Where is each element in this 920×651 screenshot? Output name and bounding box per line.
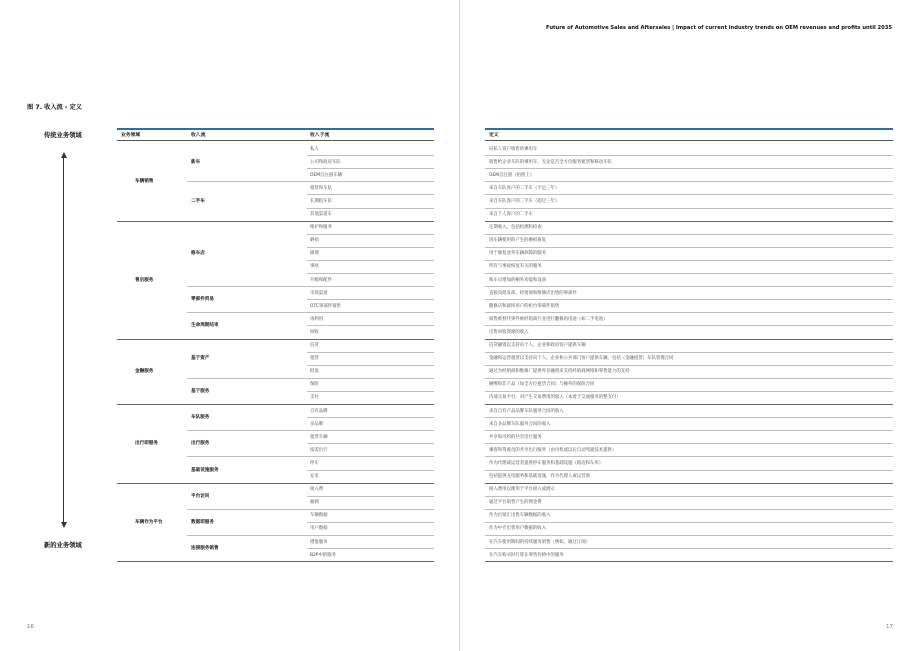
row-divider <box>485 352 893 353</box>
definition-cell: 共享和可约的共享出行服务 <box>489 434 542 440</box>
page-divider <box>459 0 460 651</box>
row-divider <box>485 483 893 484</box>
row-divider <box>485 404 893 405</box>
definition-cell: 所有与事故恢复有关的服务 <box>489 264 542 270</box>
header-substream: 收入子流 <box>310 133 330 138</box>
left-header-rule <box>117 140 434 141</box>
row-divider <box>485 378 893 379</box>
substream-cell: 维护和服务 <box>310 225 332 231</box>
stream-label: 车队服务 <box>191 415 210 421</box>
row-divider <box>485 430 893 431</box>
definition-cell: 随修店和最终用户的柜台零部件销售 <box>489 303 560 309</box>
substream-cell: 再利用 <box>310 316 324 322</box>
substream-cell: 事故 <box>310 264 319 270</box>
right-header-rule <box>485 140 893 141</box>
definition-cell: 来自个人客户的二手车 <box>489 212 533 217</box>
substream-cell: 租赁 <box>310 356 319 362</box>
definition-cell: 捆绑和非产品（如全方位租赁合同）与额外的保险合同 <box>489 382 595 388</box>
substream-cell: B2P中的服务 <box>310 552 337 558</box>
row-divider <box>485 365 893 366</box>
row-divider <box>485 208 893 209</box>
definition-cell: 作为中介出售用户数据的收入 <box>489 526 547 532</box>
row-divider <box>307 548 434 549</box>
row-divider <box>485 339 893 340</box>
row-divider <box>187 312 434 313</box>
page-number-left: 16 <box>27 624 34 630</box>
row-divider <box>485 286 893 287</box>
substream-cell: 信贷 <box>310 343 319 348</box>
row-divider <box>485 299 893 300</box>
row-divider <box>485 155 893 156</box>
left-table <box>117 128 434 560</box>
row-divider <box>485 561 893 562</box>
substream-cell: 其他渠道车 <box>310 212 332 217</box>
row-divider <box>485 470 893 471</box>
definition-cell: OEM自注册（拍照上） <box>489 172 535 178</box>
definition-cell: 作为代理或运营者提供停车服务和基础设施（路边和车库） <box>489 460 604 466</box>
row-divider <box>307 155 434 156</box>
definition-cell: 乘客和驾驶员的共享出行服务（由司机或以后自动驾驶技术提供） <box>489 447 617 453</box>
definition-cell: 金融和运营租赁以支持向个人、企业和公共部门客户提供车辆，包括（金融租赁）车队管理合同 <box>489 356 674 362</box>
substream-cell: 私人 <box>310 146 319 152</box>
definition-cell: 销售被替代零件被经销商行业进行翻修再用途（如二手电池） <box>489 316 608 322</box>
definition-cell: 来自自有产品品牌车队服务合同的收入 <box>489 408 564 414</box>
substream-cell: 车辆数据 <box>310 513 328 519</box>
substream-cell: 多品牌 <box>310 421 324 427</box>
substream-cell: 用户数据 <box>310 526 328 532</box>
domain-label: 售后服务 <box>135 277 154 283</box>
header-title: Future of Automotive Sales and Aftersales | Impact of current industry trends on OEM revenues and profits until 2035 <box>546 25 892 31</box>
substream-cell: 接入费 <box>310 487 324 493</box>
row-divider <box>485 325 893 326</box>
row-divider <box>485 391 893 392</box>
definition-cell: 在汽车购买时打算在零售价格中的服务 <box>489 552 564 558</box>
row-divider <box>485 417 893 418</box>
row-divider <box>485 181 893 182</box>
row-divider <box>485 456 893 457</box>
row-divider <box>485 260 893 261</box>
row-divider <box>307 260 434 261</box>
row-divider <box>485 247 893 248</box>
definition-cell: 来自车队客户的二手车（超过三年） <box>489 198 560 204</box>
row-divider <box>307 273 434 274</box>
substream-cell: 长期租车队 <box>310 198 332 204</box>
row-divider <box>307 365 434 366</box>
substream-cell: 租赁和车队 <box>310 185 332 191</box>
definition-cell: 向私人客户销售的乘用车 <box>489 146 538 152</box>
left-table-topbar <box>117 128 434 130</box>
row-divider <box>117 483 434 484</box>
domain-label: 车辆作为平台 <box>135 519 163 525</box>
row-divider <box>485 312 893 313</box>
definition-cell: 包括提供充电服务和基础设施，作为代理人或运营商 <box>489 474 590 479</box>
substream-cell: 修理 <box>310 251 319 257</box>
substream-cell: 停车 <box>310 460 319 466</box>
definition-cell: 因车辆使用的产生的磨损恢复 <box>489 238 547 244</box>
right-table <box>485 128 893 560</box>
substream-cell: 抽佣 <box>310 500 319 506</box>
row-divider <box>117 221 434 222</box>
row-divider <box>485 443 893 444</box>
row-divider <box>485 273 893 274</box>
definition-cell: 通过为经销商和维修厂提供库存融资来支持经销商网络和零售能力的支持 <box>489 369 630 375</box>
stream-label: 生命周期结束 <box>191 323 219 329</box>
row-divider <box>187 286 434 287</box>
row-divider <box>485 168 893 169</box>
header-stream: 收入流 <box>191 133 206 138</box>
substream-cell: 自有品牌 <box>310 408 328 414</box>
stream-label: 基础设施服务 <box>191 467 219 473</box>
row-divider <box>485 221 893 222</box>
stream-label: 二手车 <box>191 198 205 204</box>
definition-cell: 购车后增加的额外功能和设备 <box>489 277 547 283</box>
row-divider <box>307 417 434 418</box>
row-divider <box>187 430 434 431</box>
definition-cell: 信贷融资以支持向个人、企业和政府客户提供车辆 <box>489 343 586 348</box>
stream-label: 基于资产 <box>191 356 210 362</box>
new-business-label: 新的业务领域 <box>44 542 82 549</box>
row-divider <box>187 456 434 457</box>
row-divider <box>485 548 893 549</box>
stream-label: 新车 <box>191 159 201 165</box>
right-table-topbar <box>485 128 893 130</box>
stream-label: 零部件贸易 <box>191 297 214 303</box>
row-divider <box>187 509 434 510</box>
arrow-down-icon <box>61 522 67 528</box>
definition-cell: 接入费用以便用于平台接入或展示 <box>489 487 555 493</box>
definition-cell: 销售给企业车队的乘用车，无论是否全方位服务租赁和移动车队 <box>489 159 612 165</box>
substream-cell: 租赁车辆 <box>310 434 328 440</box>
definition-cell: 定期收入，包括检测和检查 <box>489 225 542 231</box>
row-divider <box>485 509 893 510</box>
row-divider <box>307 234 434 235</box>
row-divider <box>485 535 893 536</box>
definition-cell: 来自车队客户的二手车（不足三年） <box>489 185 560 191</box>
row-divider <box>307 352 434 353</box>
row-divider <box>307 247 434 248</box>
row-divider <box>307 208 434 209</box>
row-divider <box>307 194 434 195</box>
row-divider <box>307 470 434 471</box>
figure-title: 图 7. 收入流 - 定义 <box>27 104 82 111</box>
row-divider <box>485 234 893 235</box>
substream-cell: 保险 <box>310 382 319 388</box>
stream-label: 平台访问 <box>191 493 210 499</box>
traditional-business-label: 传统业务领域 <box>44 132 82 139</box>
substream-cell: 公司和政府车队 <box>310 159 341 165</box>
row-divider <box>307 325 434 326</box>
definition-cell: 来自多品牌车队服务合同的收入 <box>489 421 551 427</box>
substream-cell: 按需出行 <box>310 447 328 453</box>
header-definition: 定义 <box>489 133 499 138</box>
definition-cell: 作为出销汇出售车辆数据的收入 <box>489 513 551 519</box>
row-divider <box>307 391 434 392</box>
row-divider <box>485 522 893 523</box>
row-divider <box>307 443 434 444</box>
substream-cell: 增值服务 <box>310 539 328 545</box>
header-domain: 业务领域 <box>121 133 141 138</box>
row-divider <box>117 339 434 340</box>
definition-cell: 通过平台销售产生的佣金费 <box>489 500 542 506</box>
row-divider <box>187 181 434 182</box>
stream-label: 数据即服务 <box>191 519 214 525</box>
stream-label: 基于服务 <box>191 388 210 394</box>
substream-cell: 市场渠道 <box>310 290 328 296</box>
domain-label: 金融服务 <box>135 369 154 375</box>
row-divider <box>117 404 434 405</box>
substream-cell: 支付 <box>310 395 319 401</box>
substream-cell: OEM自注册车辆 <box>310 172 342 178</box>
definition-cell: 内部交易平台，对产生交易费用的收入（本着于交通服务的整支付） <box>489 395 621 401</box>
substream-cell: 升级和配件 <box>310 277 332 283</box>
domain-label: 车辆销售 <box>135 179 154 185</box>
stream-label: 修车店 <box>191 251 205 257</box>
row-divider <box>307 168 434 169</box>
row-divider <box>307 522 434 523</box>
row-divider <box>187 378 434 379</box>
row-divider <box>307 496 434 497</box>
stream-label: 出行服务 <box>191 441 210 447</box>
definition-cell: 用于修复意外车辆故障的服务 <box>489 251 547 257</box>
timeline-arrow <box>63 157 64 523</box>
row-divider <box>117 561 434 562</box>
definition-cell: 在汽车使用期间的持续服务销售（例如，通过订阅） <box>489 539 590 545</box>
row-divider <box>485 496 893 497</box>
substream-cell: 充电 <box>310 474 319 479</box>
definition-cell: 出售回收资源的收入 <box>489 329 529 335</box>
domain-label: 出行即服务 <box>135 441 158 447</box>
row-divider <box>187 535 434 536</box>
substream-cell: OTC零部件销售 <box>310 303 341 309</box>
page-number-right: 17 <box>886 624 893 630</box>
row-divider <box>485 194 893 195</box>
definition-cell: 直接向批发商、经销商和维修店出售的零部件 <box>489 290 577 296</box>
stream-label: 连接服务销售 <box>191 546 219 552</box>
substream-cell: 磨损 <box>310 238 319 244</box>
row-divider <box>307 299 434 300</box>
substream-cell: 批发 <box>310 369 319 375</box>
substream-cell: 回收 <box>310 329 319 335</box>
